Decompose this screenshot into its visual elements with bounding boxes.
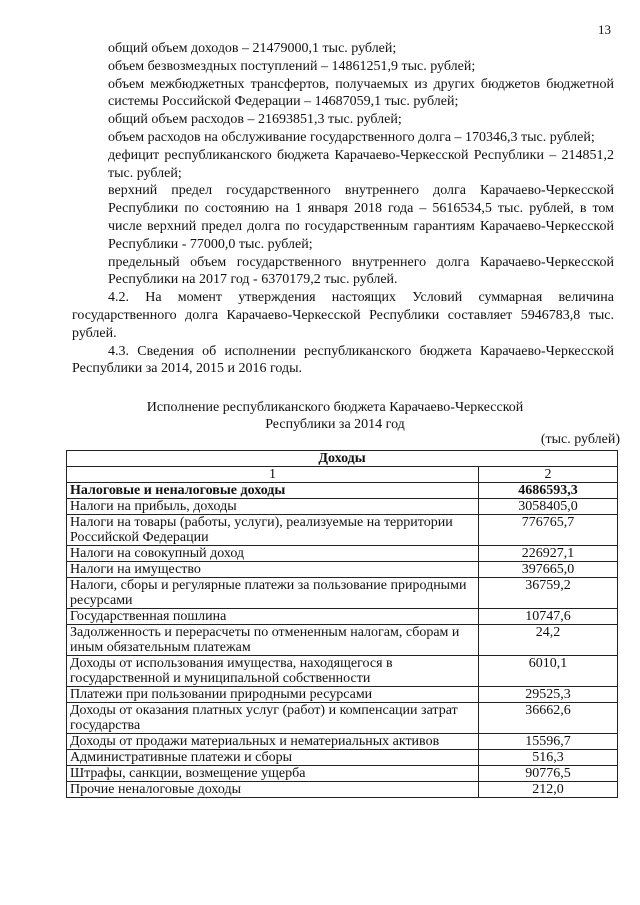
text-line: объем межбюджетных трансфертов, получаемых из других бюджетов бюджетной системы Российской Федерации – 14687059,1 тыс. рублей; xyxy=(108,76,614,110)
text-line: дефицит республиканского бюджета Карачаево-Черкесской Республики – 214851,2 тыс. рублей; xyxy=(108,147,614,181)
row-label: Налоги на прибыль, доходы xyxy=(67,499,479,515)
table-header-row xyxy=(67,451,618,467)
table-row xyxy=(67,483,618,499)
row-label: Доходы от использования имущества, находящегося в государственной и муниципальной собственности xyxy=(67,656,479,687)
table-row xyxy=(67,609,618,625)
text-line: общий объем доходов – 21479000,1 тыс. рублей; xyxy=(108,41,397,56)
table-header: Доходы xyxy=(67,451,618,467)
row-value: 15596,7 xyxy=(479,734,618,750)
page-number: 13 xyxy=(598,22,611,37)
row-label: Административные платежи и сборы xyxy=(67,750,479,766)
column-number: 1 xyxy=(67,467,479,483)
row-label: Налоги на имущество xyxy=(67,562,479,578)
row-label: Государственная пошлина xyxy=(67,609,479,625)
table-row xyxy=(67,703,618,734)
paragraph: 4.2. На момент утверждения настоящих Условий суммарная величина государственного долга Карачаево-Черкесской Республики составляет 5946783,8 тыс. рублей. xyxy=(72,290,614,341)
table-row xyxy=(67,546,618,562)
row-value: 29525,3 xyxy=(479,687,618,703)
row-value: 516,3 xyxy=(479,750,618,766)
table-row xyxy=(67,734,618,750)
text-line: верхний предел государственного внутреннего долга Карачаево-Черкесской Республики по состоянию на 1 января 2018 года – 5616534,5 тыс. рублей, в том числе верхний предел долга по государственным гарантиям Карачаево-Черкесской Республики - 77000,0 тыс. рублей; xyxy=(108,183,614,252)
row-label: Налоги на совокупный доход xyxy=(67,546,479,562)
row-label: Доходы от продажи материальных и нематериальных активов xyxy=(67,734,479,750)
table-row xyxy=(67,750,618,766)
row-label: Доходы от оказания платных услуг (работ) и компенсации затрат государства xyxy=(67,703,479,734)
table-row xyxy=(67,782,618,798)
text-line: объем безвозмездных поступлений – 14861251,9 тыс. рублей; xyxy=(108,58,476,74)
row-value: 212,0 xyxy=(479,782,618,798)
paragraph: 4.3. Сведения об исполнении республиканского бюджета Карачаево-Черкесской Республики за 2014, 2015 и 2016 годы. xyxy=(72,343,614,377)
column-number-row xyxy=(67,467,618,483)
table-row xyxy=(67,578,618,609)
row-value: 776765,7 xyxy=(479,515,618,546)
row-value: 3058405,0 xyxy=(479,499,618,515)
row-label: Задолженность и перерасчеты по отмененным налогам, сборам и иным обязательным платежам xyxy=(67,625,479,656)
row-value: 36662,6 xyxy=(479,703,618,734)
body-text xyxy=(72,40,614,378)
table-unit: (тыс. рублей) xyxy=(540,432,620,447)
row-value: 24,2 xyxy=(479,625,618,656)
row-value: 90776,5 xyxy=(479,766,618,782)
table-row xyxy=(67,562,618,578)
column-number: 2 xyxy=(479,467,618,483)
text-line: предельный объем государственного внутреннего долга Карачаево-Черкесской Республики на 2017 год - 6370179,2 тыс. рублей. xyxy=(108,254,614,288)
table-body xyxy=(67,483,618,798)
text-line: объем расходов на обслуживание государственного долга – 170346,3 тыс. рублей; xyxy=(108,129,595,145)
row-label: Платежи при пользовании природными ресурсами xyxy=(67,687,479,703)
income-table xyxy=(66,450,618,798)
table-title: Исполнение республиканского бюджета Карачаево-Черкесской Республики за 2014 год xyxy=(146,400,524,432)
row-label: Прочие неналоговые доходы xyxy=(67,782,479,798)
row-value: 4686593,3 xyxy=(479,483,618,499)
table-row xyxy=(67,656,618,687)
table-row xyxy=(67,515,618,546)
row-value: 36759,2 xyxy=(479,578,618,609)
text-line: общий объем расходов – 21693851,3 тыс. рублей; xyxy=(108,112,402,128)
row-label: Налоги, сборы и регулярные платежи за пользование природными ресурсами xyxy=(67,578,479,609)
table-row xyxy=(67,625,618,656)
table-row xyxy=(67,687,618,703)
row-value: 226927,1 xyxy=(479,546,618,562)
row-value: 10747,6 xyxy=(479,609,618,625)
row-value: 6010,1 xyxy=(479,656,618,687)
table-row xyxy=(67,766,618,782)
row-label: Налоговые и неналоговые доходы xyxy=(67,483,479,499)
row-label: Штрафы, санкции, возмещение ущерба xyxy=(67,766,479,782)
row-value: 397665,0 xyxy=(479,562,618,578)
table-row xyxy=(67,499,618,515)
row-label: Налоги на товары (работы, услуги), реализуемые на территории Российской Федерации xyxy=(67,515,479,546)
